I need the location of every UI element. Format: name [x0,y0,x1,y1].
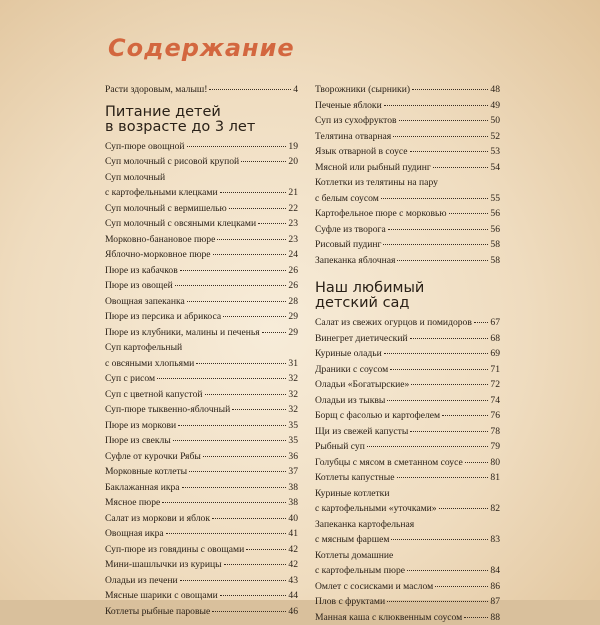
entry-label: Творожники (сырники) [315,82,410,98]
dot-leader [209,89,291,90]
entry-label: Суфле из творога [315,222,386,238]
toc-entry [105,418,298,434]
entry-page: 19 [288,139,298,155]
entry-label: Баклажанная икра [105,480,180,496]
toc-entry [315,563,500,579]
entry-page: 87 [490,594,500,610]
entry-label: Овощная икра [105,526,164,542]
toc-entry [105,371,298,387]
entry-label: Морковные котлеты [105,464,187,480]
entry-label: Мясное пюре [105,495,160,511]
toc-entry [315,439,500,455]
entry-label: Суп-пюре из говядины с овощами [105,542,244,558]
entry-label: Овощная запеканка [105,294,185,310]
entry-page: 36 [288,449,298,465]
entry-page: 43 [288,573,298,589]
toc-entry [105,449,298,465]
toc-entry [315,129,500,145]
entry-page: 76 [490,408,500,424]
dot-leader [224,564,287,565]
entry-label: Картофельное пюре с морковью [315,206,447,222]
entry-label: Щи из свежей капусты [315,424,408,440]
entry-label: Запеканка яблочная [315,253,395,269]
entry-page: 68 [490,331,500,347]
dot-leader [399,120,489,121]
entry-page: 38 [288,495,298,511]
entry-page: 28 [288,294,298,310]
dot-leader [166,533,287,534]
toc-entry [105,263,298,279]
dot-leader [229,208,287,209]
section-heading-line: Наш любимый [315,281,500,296]
entry-label: Суп с рисом [105,371,155,387]
toc-entry [315,191,500,207]
entry-label: Рыбный суп [315,439,365,455]
entry-label: Куриные оладьи [315,346,382,362]
entry-page: 49 [490,98,500,114]
dot-leader [464,617,488,618]
dot-leader [220,595,287,596]
entry-page: 83 [490,532,500,548]
toc-entry [105,232,298,248]
entry-label: Борщ с фасолью и картофелем [315,408,440,424]
dot-leader [180,270,287,271]
dot-leader [383,244,488,245]
dot-leader [384,353,489,354]
entry-label: Котлеты капустные [315,470,395,486]
dot-leader [384,105,489,106]
entry-label: Мясной или рыбный пудинг [315,160,431,176]
entry-page: 31 [288,356,298,372]
entry-label: Пюре из свеклы [105,433,171,449]
entry-label: Оладьи «Богатырские» [315,377,409,393]
entry-page: 32 [288,371,298,387]
dot-leader [205,394,287,395]
entry-page: 54 [490,160,500,176]
entry-page: 67 [490,315,500,331]
toc-entry [315,175,500,191]
entry-page: 78 [490,424,500,440]
entry-label: Манная каша с клюквенным соусом [315,610,462,625]
entry-page: 40 [288,511,298,527]
toc-entry [315,113,500,129]
dot-leader [213,254,287,255]
dot-leader [397,477,489,478]
dot-leader [411,384,488,385]
toc-entry [315,253,500,269]
entry-page: 50 [490,113,500,129]
entry-label: Суп картофельный [105,340,182,356]
entry-page: 56 [490,222,500,238]
entry-label: Салат из моркови и яблок [105,511,210,527]
entry-page: 72 [490,377,500,393]
entry-label: Суп-пюре овощной [105,139,185,155]
dot-leader [258,223,286,224]
entry-label: Язык отварной в соусе [315,144,408,160]
dot-leader [223,316,286,317]
entry-page: 26 [288,278,298,294]
toc-entry [315,144,500,160]
dot-leader [212,518,286,519]
entry-label: Суп молочный с рисовой крупой [105,154,239,170]
dot-leader [220,192,287,193]
toc-entry [315,315,500,331]
dot-leader [162,502,286,503]
toc-entry [315,470,500,486]
dot-leader [407,570,488,571]
toc-entry [315,594,500,610]
entry-label: Пюре из овощей [105,278,173,294]
dot-leader [203,456,287,457]
dot-leader [187,301,287,302]
toc-entry [105,402,298,418]
entry-page: 32 [288,387,298,403]
entry-label: Омлет с сосисками и маслом [315,579,433,595]
entry-page: 81 [490,470,500,486]
entry-label: Котлетки из телятины на пару [315,175,438,191]
dot-leader [232,409,286,410]
entry-page: 58 [490,237,500,253]
section-heading-line: в возрасте до 3 лет [105,120,298,135]
entry-label: с картофельными «уточками» [315,501,437,517]
entry-label: Суп молочный [105,170,165,186]
entry-label: с мясным фаршем [315,532,389,548]
toc-entry [315,206,500,222]
entry-page: 35 [288,418,298,434]
entry-label: Рисовый пудинг [315,237,381,253]
dot-leader [410,151,489,152]
entry-page: 35 [288,433,298,449]
dot-leader [391,539,488,540]
entry-page: 44 [288,588,298,604]
toc-entry [315,98,500,114]
entry-page: 56 [490,206,500,222]
toc-list [315,315,500,625]
dot-leader [367,446,489,447]
entry-page: 80 [490,455,500,471]
dot-leader [449,213,489,214]
entry-page: 38 [288,480,298,496]
toc-entry [315,362,500,378]
toc-entry [105,247,298,263]
dot-leader [439,508,489,509]
toc-entry [315,237,500,253]
toc-entry [105,325,298,341]
dot-leader [412,89,488,90]
entry-label: Мини-шашлычки из курицы [105,557,222,573]
toc-entry [105,278,298,294]
entry-label: Запеканка картофельная [315,517,414,533]
entry-page: 84 [490,563,500,579]
toc-entry [105,495,298,511]
toc-list [315,82,500,268]
dot-leader [262,332,287,333]
dot-leader [381,198,489,199]
toc-entry [105,433,298,449]
entry-label: Куриные котлетки [315,486,389,502]
dot-leader [217,239,286,240]
section-heading-line: детский сад [315,296,500,311]
dot-leader [189,471,286,472]
entry-page: 23 [288,232,298,248]
entry-label: с картофельным пюре [315,563,405,579]
entry-label: Яблочно-морковное пюре [105,247,211,263]
dot-leader [410,431,488,432]
entry-label: с овсяными хлопьями [105,356,194,372]
toc-right-column [315,82,500,625]
entry-page: 29 [288,325,298,341]
dot-leader [410,338,489,339]
entry-label: Телятина отварная [315,129,391,145]
dot-leader [387,400,488,401]
section-heading-line: Питание детей [105,105,298,120]
toc-entry [105,526,298,542]
toc-entry [315,82,500,98]
entry-page: 26 [288,263,298,279]
entry-label: Салат из свежих огурцов и помидоров [315,315,472,331]
entry-label: Суп молочный с овсяными клецками [105,216,256,232]
toc-left-column [105,82,298,619]
toc-entry [315,548,500,564]
toc-entry [105,82,298,98]
dot-leader [393,136,488,137]
entry-page: 23 [288,216,298,232]
entry-page: 55 [490,191,500,207]
entry-page: 20 [288,154,298,170]
entry-label: Суфле от курочки Рябы [105,449,201,465]
dot-leader [433,167,489,168]
entry-label: Суп с цветной капустой [105,387,203,403]
entry-label: Котлеты рыбные паровые [105,604,210,620]
entry-label: Морковно-банановое пюре [105,232,215,248]
dot-leader [390,369,488,370]
toc-entry [105,356,298,372]
dot-leader [180,580,287,581]
toc-list [105,139,298,620]
toc-entry [315,408,500,424]
dot-leader [212,611,286,612]
entry-page: 79 [490,439,500,455]
dot-leader [187,146,287,147]
entry-label: Плов с фруктами [315,594,385,610]
toc-entry [315,517,500,533]
toc-entry [105,464,298,480]
toc-entry [105,309,298,325]
entry-label: Драники с соусом [315,362,388,378]
toc-entry [105,340,298,356]
entry-label: с картофельными клецками [105,185,218,201]
entry-page: 4 [293,82,298,98]
dot-leader [388,229,489,230]
toc-entry [315,331,500,347]
dot-leader [387,601,488,602]
toc-entry [105,542,298,558]
toc-entry [105,511,298,527]
toc-entry [315,486,500,502]
toc-entry [105,216,298,232]
entry-label: Пюре из клубники, малины и печенья [105,325,260,341]
entry-page: 42 [288,542,298,558]
dot-leader [157,378,286,379]
dot-leader [196,363,286,364]
entry-page: 88 [490,610,500,625]
dot-leader [175,285,287,286]
toc-entry [105,201,298,217]
entry-label: Расти здоровым, малыш! [105,82,207,98]
toc-entry [105,154,298,170]
dot-leader [442,415,488,416]
dot-leader [178,425,286,426]
dot-leader [465,462,489,463]
entry-page: 32 [288,402,298,418]
toc-entry [105,557,298,573]
entry-page: 21 [288,185,298,201]
entry-label: Пюре из моркови [105,418,176,434]
entry-label: Оладьи из тыквы [315,393,385,409]
entry-page: 71 [490,362,500,378]
entry-label: Пюре из кабачков [105,263,178,279]
entry-page: 82 [490,501,500,517]
toc-entry [105,588,298,604]
toc-entry [315,377,500,393]
toc-entry [315,579,500,595]
page-title: Содержание [108,34,295,62]
entry-page: 29 [288,309,298,325]
entry-label: Печеные яблоки [315,98,382,114]
dot-leader [435,586,488,587]
entry-label: Мясные шарики с овощами [105,588,218,604]
toc-entry [105,480,298,496]
entry-page: 69 [490,346,500,362]
toc-entry [315,501,500,517]
entry-page: 41 [288,526,298,542]
toc-entry [315,610,500,625]
toc-entry [315,532,500,548]
toc-entry [105,185,298,201]
section-heading [105,105,298,135]
dot-leader [397,260,488,261]
toc-entry [315,346,500,362]
toc-entry [105,573,298,589]
dot-leader [182,487,287,488]
entry-page: 42 [288,557,298,573]
toc-entry [315,424,500,440]
toc-entry [315,222,500,238]
toc-entry [105,170,298,186]
entry-label: Суп из сухофруктов [315,113,397,129]
toc-entry [105,604,298,620]
dot-leader [474,322,489,323]
entry-label: Суп-пюре тыквенно-яблочный [105,402,230,418]
toc-entry [315,455,500,471]
entry-label: Пюре из персика и абрикоса [105,309,221,325]
toc-entry [105,139,298,155]
entry-page: 37 [288,464,298,480]
toc-entry [315,393,500,409]
entry-page: 53 [490,144,500,160]
entry-page: 74 [490,393,500,409]
section-heading [315,281,500,311]
entry-page: 22 [288,201,298,217]
entry-page: 46 [288,604,298,620]
entry-label: Котлеты домашние [315,548,393,564]
toc-entry [105,294,298,310]
entry-page: 86 [490,579,500,595]
entry-page: 24 [288,247,298,263]
entry-page: 48 [490,82,500,98]
entry-page: 52 [490,129,500,145]
entry-page: 58 [490,253,500,269]
dot-leader [173,440,287,441]
dot-leader [246,549,286,550]
toc-entry [105,387,298,403]
entry-label: с белым соусом [315,191,379,207]
toc-entry [315,160,500,176]
entry-label: Оладьи из печени [105,573,178,589]
entry-label: Винегрет диетический [315,331,408,347]
dot-leader [241,161,286,162]
entry-label: Голубцы с мясом в сметанном соусе [315,455,463,471]
entry-label: Суп молочный с вермишелью [105,201,227,217]
